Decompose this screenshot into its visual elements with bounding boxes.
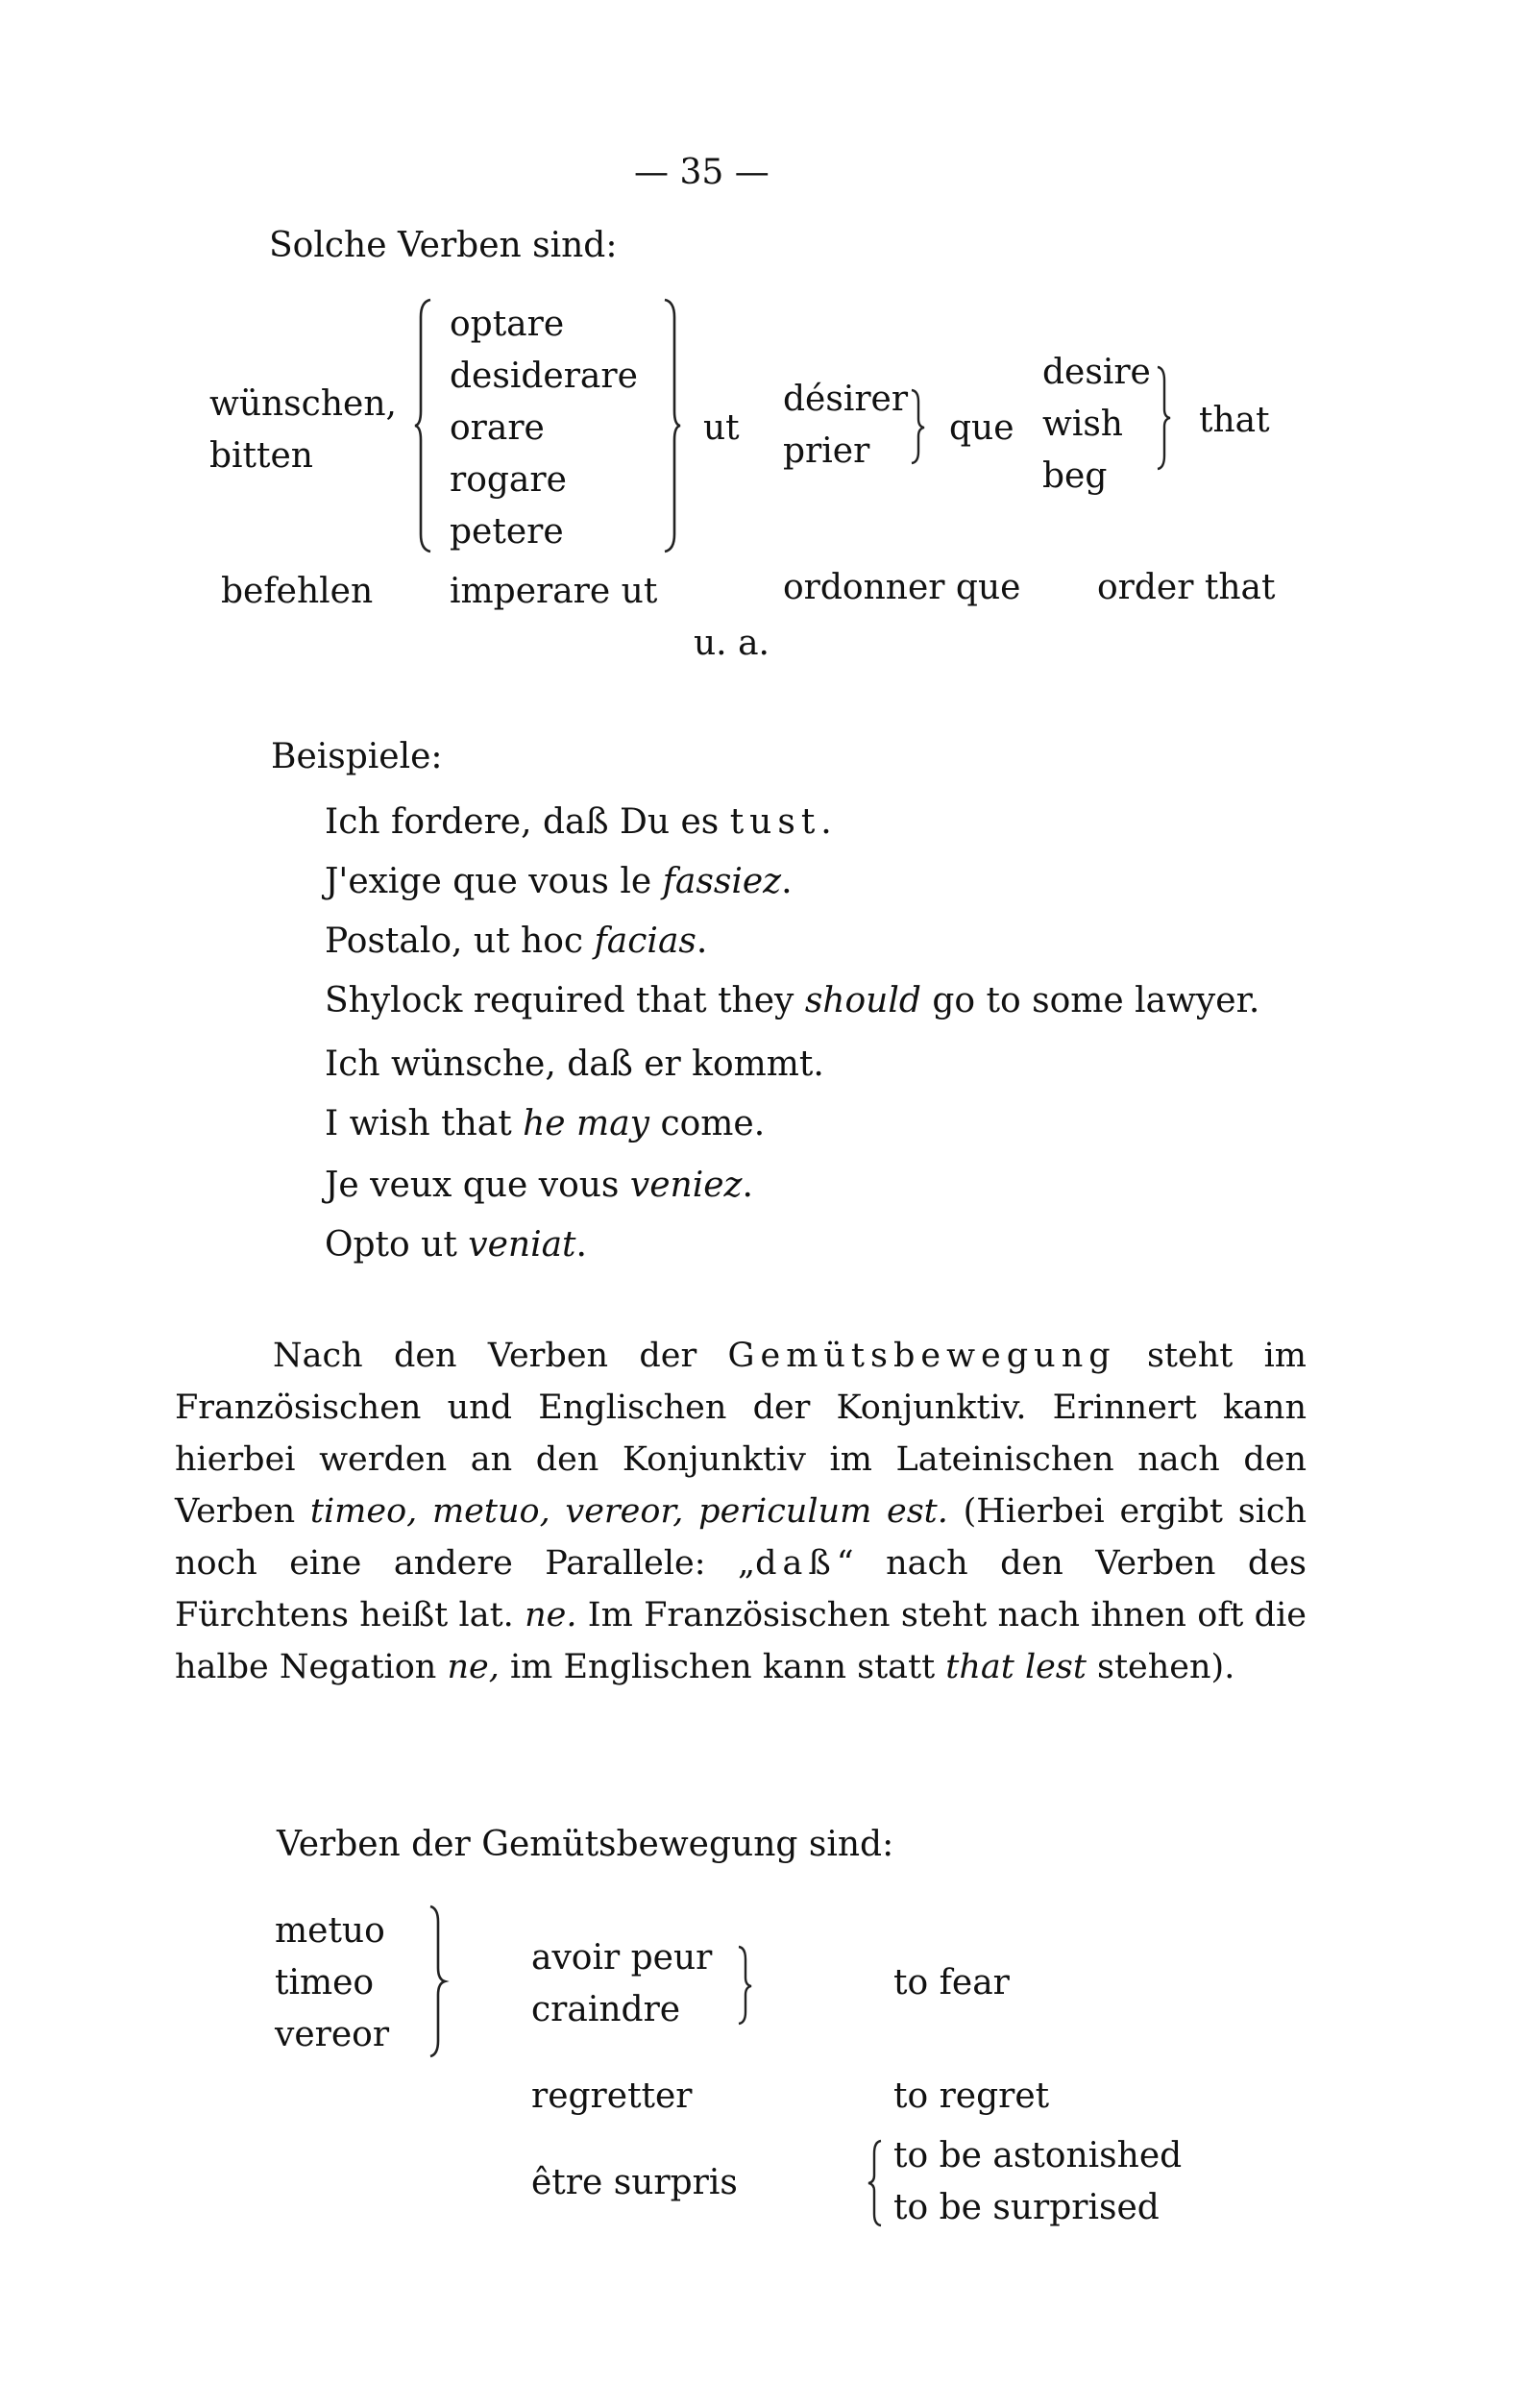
english-to-be-astonished: to be astonished — [893, 2136, 1183, 2175]
example-text: . — [781, 862, 793, 901]
examples-label: Beispiele: — [271, 737, 443, 776]
example-italic-word: veniat — [468, 1225, 576, 1265]
example-text: Shylock required that they — [325, 981, 805, 1020]
left-brace-english-surprise — [865, 2139, 884, 2227]
para-italic: ne. — [525, 1596, 577, 1634]
para-spaced-word: Gemütsbewegung — [727, 1337, 1116, 1375]
german-verb-wuenschen: wünschen, — [209, 384, 397, 424]
french-conjunction-que: que — [949, 408, 1014, 448]
para-span: Nach den Verben der — [273, 1337, 728, 1375]
left-brace-latin — [413, 298, 436, 553]
example-text: Je veux que vous — [325, 1166, 630, 1205]
example-italic-word: he may — [523, 1104, 649, 1143]
latin-verb-optare: optare — [450, 305, 565, 344]
right-brace-latin — [661, 298, 684, 553]
french-avoir-peur: avoir peur — [531, 1938, 713, 1978]
latin-verb-timeo: timeo — [275, 1963, 375, 2003]
english-to-fear: to fear — [893, 1963, 1010, 2003]
english-verb-desire: desire — [1042, 353, 1151, 392]
example-french-exige — [325, 862, 793, 901]
example-text: . — [742, 1166, 753, 1205]
french-verb-prier: prier — [783, 431, 870, 471]
latin-verb-vereor: vereor — [275, 2015, 390, 2054]
para-span: im Englischen kann statt — [499, 1648, 946, 1686]
latin-conjunction-ut: ut — [703, 408, 740, 448]
english-verb-wish: wish — [1042, 405, 1123, 444]
para-span: “ nach den Verben des Fürchtens heißt lat. — [175, 1544, 1307, 1634]
example-german-fordere — [325, 802, 832, 842]
example-text: Ich fordere, daß Du es — [325, 802, 730, 842]
latin-verb-petere: petere — [450, 512, 564, 552]
example-italic-word: should — [804, 981, 921, 1020]
para-spaced-word: daß — [755, 1544, 837, 1583]
right-brace-french — [909, 388, 928, 465]
para-span: (Hierbei ergibt sich noch eine andere Parallele: „ — [175, 1492, 1307, 1583]
example-text: I wish that — [325, 1104, 524, 1143]
example-text: . — [820, 802, 832, 842]
example-italic-word: fassiez — [662, 862, 782, 901]
latin-imperare-ut: imperare ut — [450, 572, 658, 611]
german-verb-bitten: bitten — [209, 436, 313, 476]
body-paragraph — [175, 1330, 1307, 1693]
french-regretter: regretter — [531, 2076, 693, 2116]
example-text: . — [696, 921, 708, 961]
example-latin-opto — [325, 1225, 587, 1265]
example-german-wuensche: Ich wünsche, daß er kommt. — [325, 1044, 824, 1084]
french-ordonner-que: ordonner que — [783, 568, 1021, 607]
para-italic: that lest — [945, 1648, 1087, 1686]
english-to-regret: to regret — [893, 2076, 1050, 2116]
german-verb-befehlen: befehlen — [221, 572, 374, 611]
english-conjunction-that: that — [1199, 401, 1270, 440]
paragraph-text — [175, 1330, 1307, 1693]
example-english-shylock — [325, 981, 1260, 1020]
example-text: Postalo, ut hoc — [325, 921, 595, 961]
para-span: steht im Französischen und Englischen der Konjunktiv. Erinnert kann hierbei werden an den Konjunktiv im Lateinischen nach den Verben — [175, 1337, 1307, 1531]
example-text: . — [575, 1225, 587, 1265]
para-span: Im Französischen steht nach ihnen oft die halbe Negation — [175, 1596, 1307, 1686]
example-spaced-word: tust — [729, 802, 821, 842]
example-latin-postulo — [325, 921, 708, 961]
french-craindre: craindre — [531, 1990, 681, 2029]
para-italic: timeo, metuo, vereor, periculum est. — [309, 1492, 948, 1531]
right-brace-english — [1155, 365, 1174, 471]
example-italic-word: facias — [594, 921, 696, 961]
right-brace-french-fear — [736, 1945, 755, 2026]
french-verb-desirer: désirer — [783, 380, 909, 419]
latin-verb-rogare: rogare — [450, 460, 567, 500]
para-italic: ne, — [447, 1648, 500, 1686]
french-etre-surpris: être surpris — [531, 2163, 738, 2202]
latin-verb-desiderare: desiderare — [450, 356, 638, 396]
latin-verb-orare: orare — [450, 408, 545, 448]
right-brace-latin-fear — [427, 1904, 450, 2058]
example-italic-word: veniez — [629, 1166, 743, 1205]
example-english-wish — [325, 1104, 766, 1143]
section-intro-verbs: Solche Verben sind: — [269, 226, 618, 265]
example-text: J'exige que vous le — [325, 862, 663, 901]
example-text: come. — [649, 1104, 766, 1143]
example-text: go to some lawyer. — [920, 981, 1260, 1020]
english-verb-beg: beg — [1042, 456, 1108, 496]
page-number: — 35 — — [634, 153, 770, 192]
section-intro-emotion-verbs: Verben der Gemütsbewegung sind: — [277, 1825, 894, 1864]
english-to-be-surprised: to be surprised — [893, 2188, 1160, 2227]
para-span: stehen). — [1086, 1648, 1235, 1686]
etc-abbreviation: u. a. — [694, 624, 770, 663]
english-order-that: order that — [1097, 568, 1276, 607]
example-french-veux — [325, 1168, 753, 1203]
example-text: Opto ut — [325, 1225, 469, 1265]
latin-verb-metuo: metuo — [275, 1911, 385, 1951]
